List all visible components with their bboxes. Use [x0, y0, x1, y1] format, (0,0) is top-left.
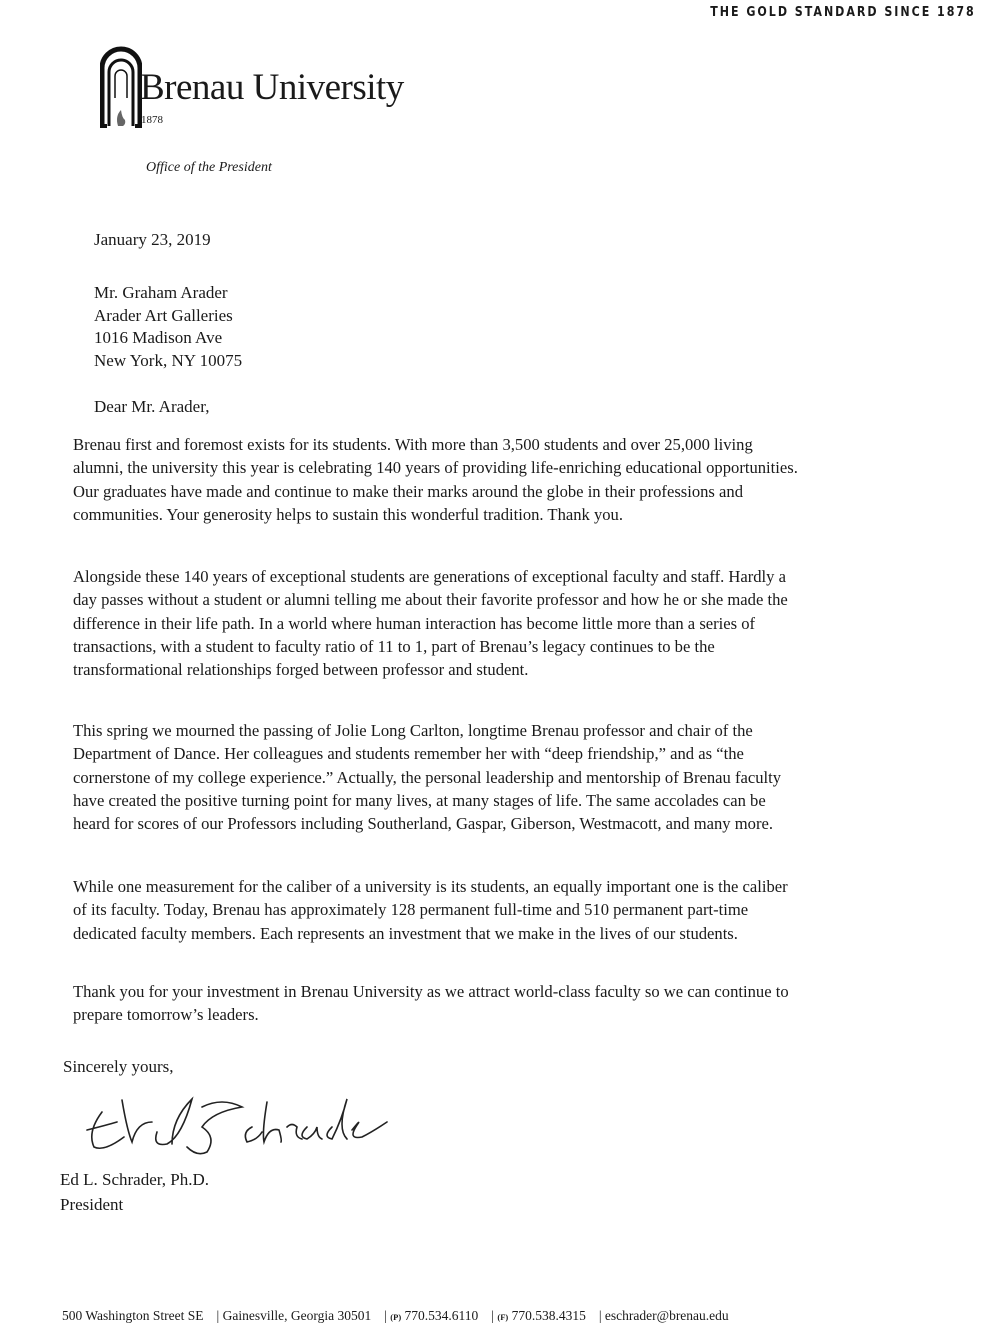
recipient-address — [94, 282, 242, 372]
footer-city: Gainesville, Georgia 30501 — [222, 1308, 372, 1323]
salutation: Dear Mr. Arader, — [94, 397, 210, 416]
university-arch-logo-icon — [100, 38, 142, 130]
fax-label: (F) — [497, 1312, 509, 1322]
body-paragraph: Thank you for your investment in Brenau University as we attract world-class faculty so we can continue to prepare tomorrow’s leaders. — [73, 982, 789, 1025]
office-title: Office of the President — [146, 160, 272, 175]
recipient-street: 1016 Madison Ave — [94, 328, 223, 347]
handwritten-signature — [82, 1092, 392, 1157]
body-paragraph: This spring we mourned the passing of Jolie Long Carlton, longtime Brenau professor and chair of the Department of Dance. Her colleagues and students remember her with “deep friendship,” and as “the cornerstone of my college experience.” Actually, the personal leadership and mentorship of Brenau faculty have created the positive turning point for many lives, at many stages of life. The same accolades can be heard for scores of our Professors including Southerland, Gaspar, Giberson, Westmacott, and many more. — [73, 721, 782, 834]
footer-contact: 500 Washington Street SE | Gainesville, Georgia 30501 | (P) 770.534.6110 | (F) 770.538.4315 | eschrader@brenau.edu — [62, 1308, 729, 1323]
recipient-name: Mr. Graham Arader — [94, 283, 228, 302]
tagline: THE GOLD STANDARD SINCE 1878 — [710, 4, 976, 20]
signer-block — [60, 1167, 209, 1217]
recipient-company: Arader Art Galleries — [94, 305, 233, 325]
letter-date: January 23, 2019 — [94, 230, 211, 249]
closing: Sincerely yours, — [63, 1057, 174, 1076]
footer-street: 500 Washington Street SE — [62, 1308, 204, 1323]
footer-email: eschrader@brenau.edu — [604, 1308, 729, 1323]
signer-name: Ed L. Schrader, Ph.D. — [60, 1170, 209, 1189]
footer-fax: 770.538.4315 — [511, 1308, 586, 1323]
signer-title: President — [60, 1195, 124, 1214]
body-paragraph: Alongside these 140 years of exceptional students are generations of exceptional faculty and staff. Hardly a day passes without a student or alumni telling me about their favorite professor and how he or she made the difference in their life path. In a world where human interaction has become little more than a series of transactions, with a student to faculty ratio of 11 to 1, part of Brenau’s legacy continues to be the transformational relationships forged between professor and student. — [73, 567, 788, 680]
recipient-city: New York, NY 10075 — [94, 350, 243, 370]
founded-year: 1878 — [141, 114, 163, 126]
university-name: Brenau University — [140, 67, 404, 108]
body-paragraph: While one measurement for the caliber of a university is its students, an equally important one is the caliber of its faculty. Today, Brenau has approximately 128 permanent full-time and 510 permanent part-time dedicated faculty members. Each represents an investment that we make in the lives of our students. — [73, 877, 788, 943]
phone-label: (P) — [390, 1312, 402, 1322]
footer-phone: 770.534.6110 — [404, 1308, 479, 1323]
body-paragraph: Brenau first and foremost exists for its students. With more than 3,500 students and over 25,000 living alumni, the university this year is celebrating 140 years of providing life-enriching educational opportunities. Our graduates have made and continue to make their marks around the globe in their professions and communities. Your generosity helps to sustain this wonderful tradition. Thank you. — [73, 435, 798, 524]
